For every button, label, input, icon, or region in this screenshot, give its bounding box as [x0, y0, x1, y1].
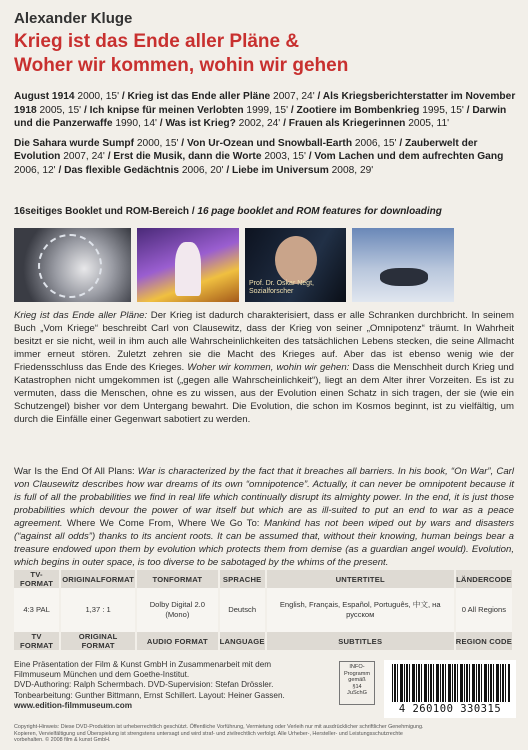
film-title: Krieg ist das Ende aller Pläne: [127, 91, 274, 102]
film-title: Ich knipse für meinen Verlobten: [89, 104, 247, 116]
spec-header: SPRACHE: [219, 570, 266, 588]
animals-shape: [380, 268, 428, 286]
still-caption: Prof. Dr. Oskar Negt, Sozialforscher: [249, 280, 314, 295]
film-year-duration: 2000, 15': [136, 137, 179, 149]
spec-value: Deutsch: [219, 588, 266, 632]
film-title: August 1914: [14, 91, 78, 102]
film-year-duration: 2007, 24': [63, 151, 105, 162]
spec-header: ORIGINALFORMAT: [60, 570, 136, 588]
legal-line: Kopieren, Vervielfältigung und Überspielung ist strengstens untersagt und wird straf- und zivilrechtlich verfolgt. Alle Urheber-, Hersteller- und Leistungsschutzrechte: [14, 730, 403, 737]
film-title: Von Ur-Ozean und Snowball-Earth: [186, 137, 355, 149]
still-image-2: [137, 228, 239, 302]
credits-line: Eine Präsentation der Film & Kunst GmbH in Zusammenarbeit mit dem: [14, 660, 272, 669]
info-line: JuSchG: [347, 690, 367, 697]
description-en-lead: War Is the End Of All Plans:: [14, 466, 135, 477]
info-program-badge: [339, 661, 375, 705]
description-de-body1: Der Krieg ist dadurch charakterisiert, dass er alle Schranken durchbricht. In seinem Buch „Vom Kriege“ beschreibt Carl von Clausewitz, dass der Krieg von seiner „Omnipotenz“ träumt. In Wahrheit besitzt er sie nicht, weil in ihm auch alle Wahrscheinlichkeiten des tatsächlichen Lebens stecken, die seine Allmacht immer erneut stören. Zuletzt zehren sie die Macht des Krieges auf. Aber das ist ebenso wenig wie der Friedensschluss das Ende des Krieges.: [14, 310, 514, 373]
film-list: [14, 90, 516, 183]
spec-value: 0 All Regions: [455, 588, 513, 632]
credits: [14, 660, 334, 711]
info-line: INFO-: [349, 664, 365, 670]
film-year-duration: 2006, 15': [354, 137, 397, 149]
booklet-de: 16seitiges Booklet und ROM-Bereich /: [14, 206, 195, 217]
spec-header: ORIGINAL FORMAT: [60, 632, 136, 650]
spec-header: LÄNDERCODE: [455, 570, 513, 588]
booklet-en: 16 page booklet and ROM features for downloading: [197, 206, 442, 217]
description-en-body: War is characterized by the fact that it breaches all barriers. In his book, “On War”, Carl von Clausewitz describes how war dreams of its own “omnipotence”. Actually, it can never be omnipotent because it is full of all the probabilities we find in real life which continually disrupt its almighty power. In the end, it is just those probabilities which devour the power of war itself but which are as ill-suited to put an end to war as a peace agreement.: [14, 466, 514, 529]
film-year-duration: 2005, 11': [408, 118, 450, 129]
barcode-number: 4 260100 330315: [398, 703, 502, 715]
sphere-shape: [38, 234, 102, 298]
film-title: Zootiere im Bombenkrieg: [296, 104, 423, 116]
spec-value: Dolby Digital 2.0 (Mono): [136, 588, 219, 632]
spec-header: TONFORMAT: [136, 570, 219, 588]
film-title: Die Sahara wurde Sumpf: [14, 137, 137, 149]
spec-header: TV FORMAT: [14, 632, 60, 650]
spec-value: 4:3 PAL: [14, 588, 60, 632]
description-de-lead2: Woher wir kommen, wohin wir gehen:: [187, 362, 350, 373]
film-year-duration: 2007, 24': [273, 91, 315, 102]
film-title: Darwin und die Panzerwaffe: [14, 104, 507, 129]
description-de-lead: Krieg ist das Ende aller Pläne:: [14, 310, 148, 321]
description-english: [14, 465, 514, 569]
film-year-duration: 2006, 12': [14, 164, 56, 176]
still-image-4: [352, 228, 454, 302]
still-image-3: [245, 228, 346, 302]
spec-value: English, Français, Español, Português, 中文, на русском: [266, 588, 455, 632]
info-line: gemäß: [348, 677, 366, 684]
spec-header: TV-FORMAT: [14, 570, 60, 588]
film-year-duration: 2005, 15': [39, 104, 82, 116]
credits-line: Tonbearbeitung: Gunther Bittmann, Ernst Schillert. Layout: Heiner Gassen.: [14, 690, 285, 700]
credits-line: DVD-Authoring: Ralph Schermbach. DVD-Supervision: Stefan Drössler.: [14, 680, 274, 690]
description-german: [14, 309, 514, 426]
legal-line: vorbehalten. © 2008 film & kunst GmbH.: [14, 737, 111, 744]
film-year-duration: 2006, 20': [181, 164, 224, 176]
still-image-1: [14, 228, 131, 302]
film-year-duration: 2008, 29': [331, 164, 374, 176]
specs-header-row-de: [14, 570, 513, 588]
description-de-body2: Dass die Menschheit durch Krieg und Katastrophen nicht umgekommen ist („gegen alle Wahrscheinlichkeit“), liegt an dem Alter ihrer Vorzeiten. Es ist zu vermuten, dass die Menschen, ohne es zu wissen, aus der Evolution einen Schatz in sich tragen, der sie (wie ein Schutzengel) bisher vor dem Untergang bewahrt. Die Evolution, die schon im Kosmos beginnt, ist zu vielfältig, um durch die Einfälle einer Gegenwart sabotiert zu werden.: [14, 362, 514, 425]
copyright-notice: [14, 724, 514, 744]
figure-shape: [175, 242, 201, 296]
portrait-shape: [275, 236, 317, 284]
spec-header: LANGUAGE: [219, 632, 266, 650]
film-title: Was ist Krieg?: [165, 118, 239, 129]
barcode-bars: [392, 664, 510, 702]
film-year-duration: 1995, 15': [422, 104, 464, 116]
info-line: §14: [352, 683, 362, 690]
film-group-2: Die Sahara wurde Sumpf 2000, 15' / Von Ur-Ozean und Snowball-Earth 2006, 15' / Zauberwelt der Evolution 2007, 24' / Erst die Musik, dann die Worte 2003, 15' / Vom Lachen und dem aufrechten Gang 2006, 12' / Das flexible Gedächtnis 2006, 20' / Liebe im Universum 2008, 29': [14, 137, 504, 176]
barcode: [384, 660, 516, 718]
description-en-lead2: Where We Come From, Where We Go To:: [67, 518, 260, 529]
film-title: Zauberwelt der Evolution: [14, 137, 478, 162]
page-title: [14, 30, 514, 78]
info-line: Programm: [343, 670, 371, 677]
credits-line: Filmmuseum München und dem Goethe-Institut.: [14, 670, 190, 680]
title-line-2: Woher wir kommen, wohin wir gehen: [14, 55, 349, 76]
film-year-duration: 2002, 24': [238, 118, 281, 129]
film-title: Vom Lachen und dem aufrechten Gang: [314, 151, 504, 162]
spec-header: UNTERTITEL: [266, 570, 455, 588]
film-title: Erst die Musik, dann die Worte: [113, 151, 265, 162]
description-en-body2: Mankind has not been wiped out by wars and disasters (“against all odds”) thanks to its ancient roots. It can be assumed that, without their knowing, human beings bear a treasure endowed upon them by evolution which protects them from demise (as a guardian angel would). Evolution, which begins in outer space, is too diverse to be sabotaged by the whims of the present.: [14, 518, 514, 568]
film-title: Als Kriegsberichterstatter im November 1918: [14, 91, 516, 116]
website-link[interactable]: www.edition-filmmuseum.com: [14, 700, 132, 710]
spec-header: AUDIO FORMAT: [136, 632, 219, 650]
spec-header: SUBTITLES: [266, 632, 455, 650]
film-group-1: August 1914 2000, 15' / Krieg ist das Ende aller Pläne 2007, 24' / Als Kriegsberichterstatter im November 1918 2005, 15' / Ich knipse für meinen Verlobten 1999, 15' / Zootiere im Bombenkrieg 1995, 15' / Darwin und die Panzerwaffe 1990, 14' / Was ist Krieg? 2002, 24' / Frauen als Kriegerinnen 2005, 11': [14, 91, 516, 129]
film-year-duration: 1999, 15': [246, 104, 289, 116]
film-year-duration: 2003, 15': [264, 151, 306, 162]
film-year-duration: 1990, 14': [115, 118, 157, 129]
film-stills: [14, 228, 514, 302]
legal-line: Copyright-Hinweis: Diese DVD-Produktion ist urheberrechtlich geschützt. Öffentliche Vorführung, Vermietung oder Verleih nur mit ausdrücklicher schriftlicher Genehmigung.: [14, 724, 424, 730]
film-title: Liebe im Universum: [231, 164, 332, 176]
specs-header-row-en: [14, 632, 513, 650]
spec-value: 1,37 : 1: [60, 588, 136, 632]
film-title: Frauen als Kriegerinnen: [288, 118, 409, 129]
author-name: Alexander Kluge: [14, 10, 133, 27]
specs-value-row: [14, 588, 513, 632]
booklet-note: [14, 206, 442, 217]
film-year-duration: 2000, 15': [77, 91, 120, 102]
spec-header: REGION CODE: [455, 632, 513, 650]
specs-table: [14, 570, 514, 650]
film-title: Das flexible Gedächtnis: [64, 164, 182, 176]
title-line-1: Krieg ist das Ende aller Pläne &: [14, 31, 300, 52]
